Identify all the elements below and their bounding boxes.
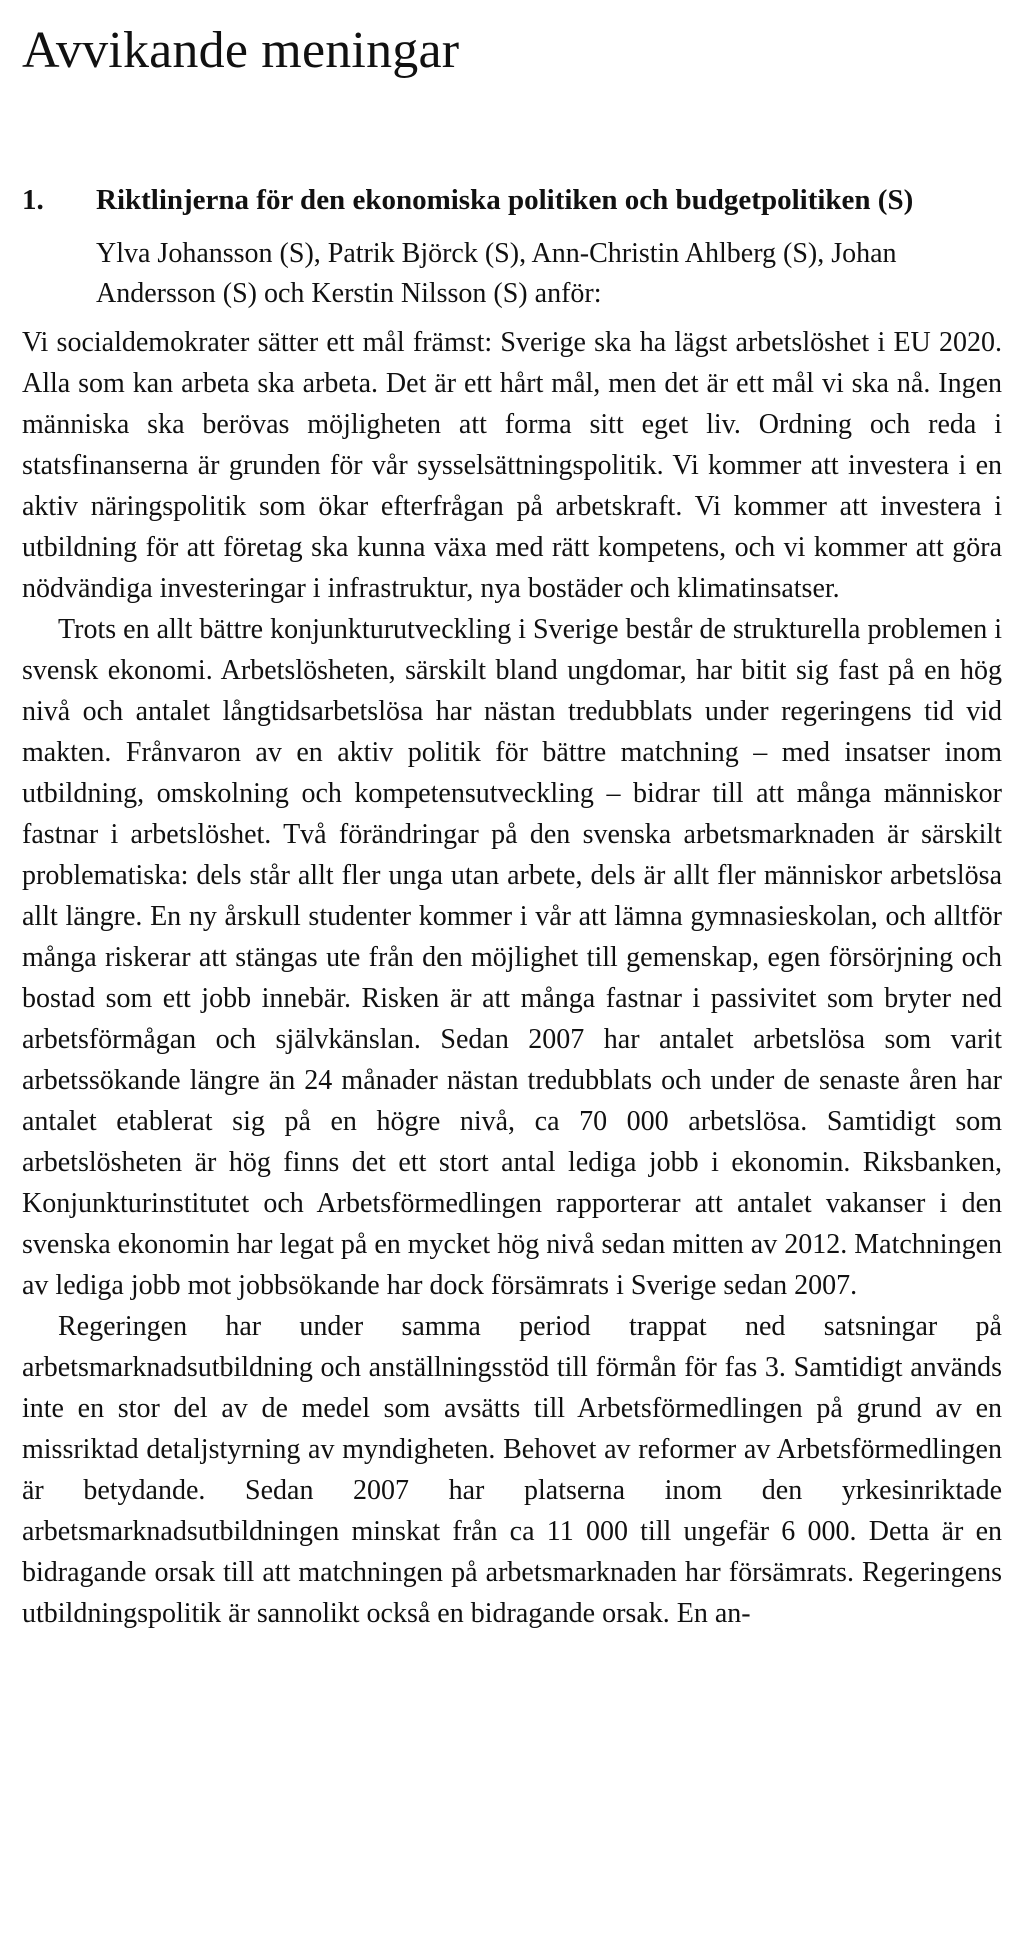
- page-title: Avvikande meningar: [22, 22, 460, 79]
- dissent-section: [22, 180, 1002, 1634]
- section-heading: [22, 180, 1002, 220]
- speaker-list: Ylva Johansson (S), Patrik Björck (S), Ann-Christin Ahlberg (S), Johan Andersson (S) och Kerstin Nilsson (S) anför:: [96, 238, 897, 309]
- body-paragraph-1: Vi socialdemokrater sätter ett mål främst: Sverige ska ha lägst arbetslöshet i EU 2020. Alla som kan arbeta ska arbeta. Det är ett hårt mål, men det är ett mål vi ska nå. Ingen människa ska berövas möjligheten att forma sitt eget liv. Ordning och reda i statsfinanserna är grunden för vår sysselsättningspolitik. Vi kommer att investera i en aktiv näringspolitik som ökar efterfrågan på arbetskraft. Vi kommer att investera i utbildning för att företag ska kunna växa med rätt kompetens, och vi kommer att göra nödvändiga investeringar i infrastruktur, nya bostäder och klimatinsatser.: [22, 327, 1002, 604]
- section-number: 1.: [22, 184, 44, 216]
- body-paragraph-2: Trots en allt bättre konjunkturutveckling i Sverige består de strukturella problemen i svensk ekonomi. Arbetslösheten, särskilt bland ungdomar, har bitit sig fast på en hög nivå och antalet långtidsarbetslösa har nästan tredubblats under regeringens tid vid makten. Frånvaron av en aktiv politik för bättre matchning – med insatser inom utbildning, omskolning och kompetensutveckling – bidrar till att många människor fastnar i arbetslöshet. Två förändringar på den svenska arbetsmarknaden är särskilt problematiska: dels står allt fler unga utan arbete, dels är allt fler människor arbetslösa allt längre. En ny årskull studenter kommer i vår att lämna gymnasieskolan, och alltför många riskerar att stängas ute från den möjlighet till gemenskap, egen försörjning och bostad som ett jobb innebär. Risken är att många fastnar i passivitet som bryter ned arbetsförmågan och självkänslan. Sedan 2007 har antalet arbetslösa som varit arbetssökande längre än 24 månader nästan tredubblats och under de senaste åren har antalet etablerat sig på en högre nivå, ca 70 000 arbetslösa. Samtidigt som arbetslösheten är hög finns det ett stort antal lediga jobb i ekonomin. Riksbanken, Konjunkturinstitutet och Arbetsförmedlingen rapporterar att antalet vakanser i den svenska ekonomin har legat på en mycket hög nivå sedan mitten av 2012. Matchningen av lediga jobb mot jobbsökande har dock försämrats i Sverige sedan 2007.: [22, 614, 1002, 1301]
- section-body: [22, 322, 1002, 1634]
- section-title: Riktlinjerna för den ekonomiska politiken och budgetpolitiken (S): [96, 184, 914, 216]
- body-paragraph-3: Regeringen har under samma period trappat ned satsningar på arbetsmarknadsutbildning och anställningsstöd till förmån för fas 3. Samtidigt används inte en stor del av de medel som avsätts till Arbetsförmedlingen på grund av en missriktad detaljstyrning av myndigheten. Behovet av reformer av Arbetsförmedlingen är betydande. Sedan 2007 har platserna inom den yrkesinriktade arbetsmarknadsutbildningen minskat från ca 11 000 till ungefär 6 000. Detta är en bidragande orsak till att matchningen på arbetsmarknaden har försämrats. Regeringens utbildningspolitik är sannolikt också en bidragande orsak. En an-: [22, 1311, 1002, 1629]
